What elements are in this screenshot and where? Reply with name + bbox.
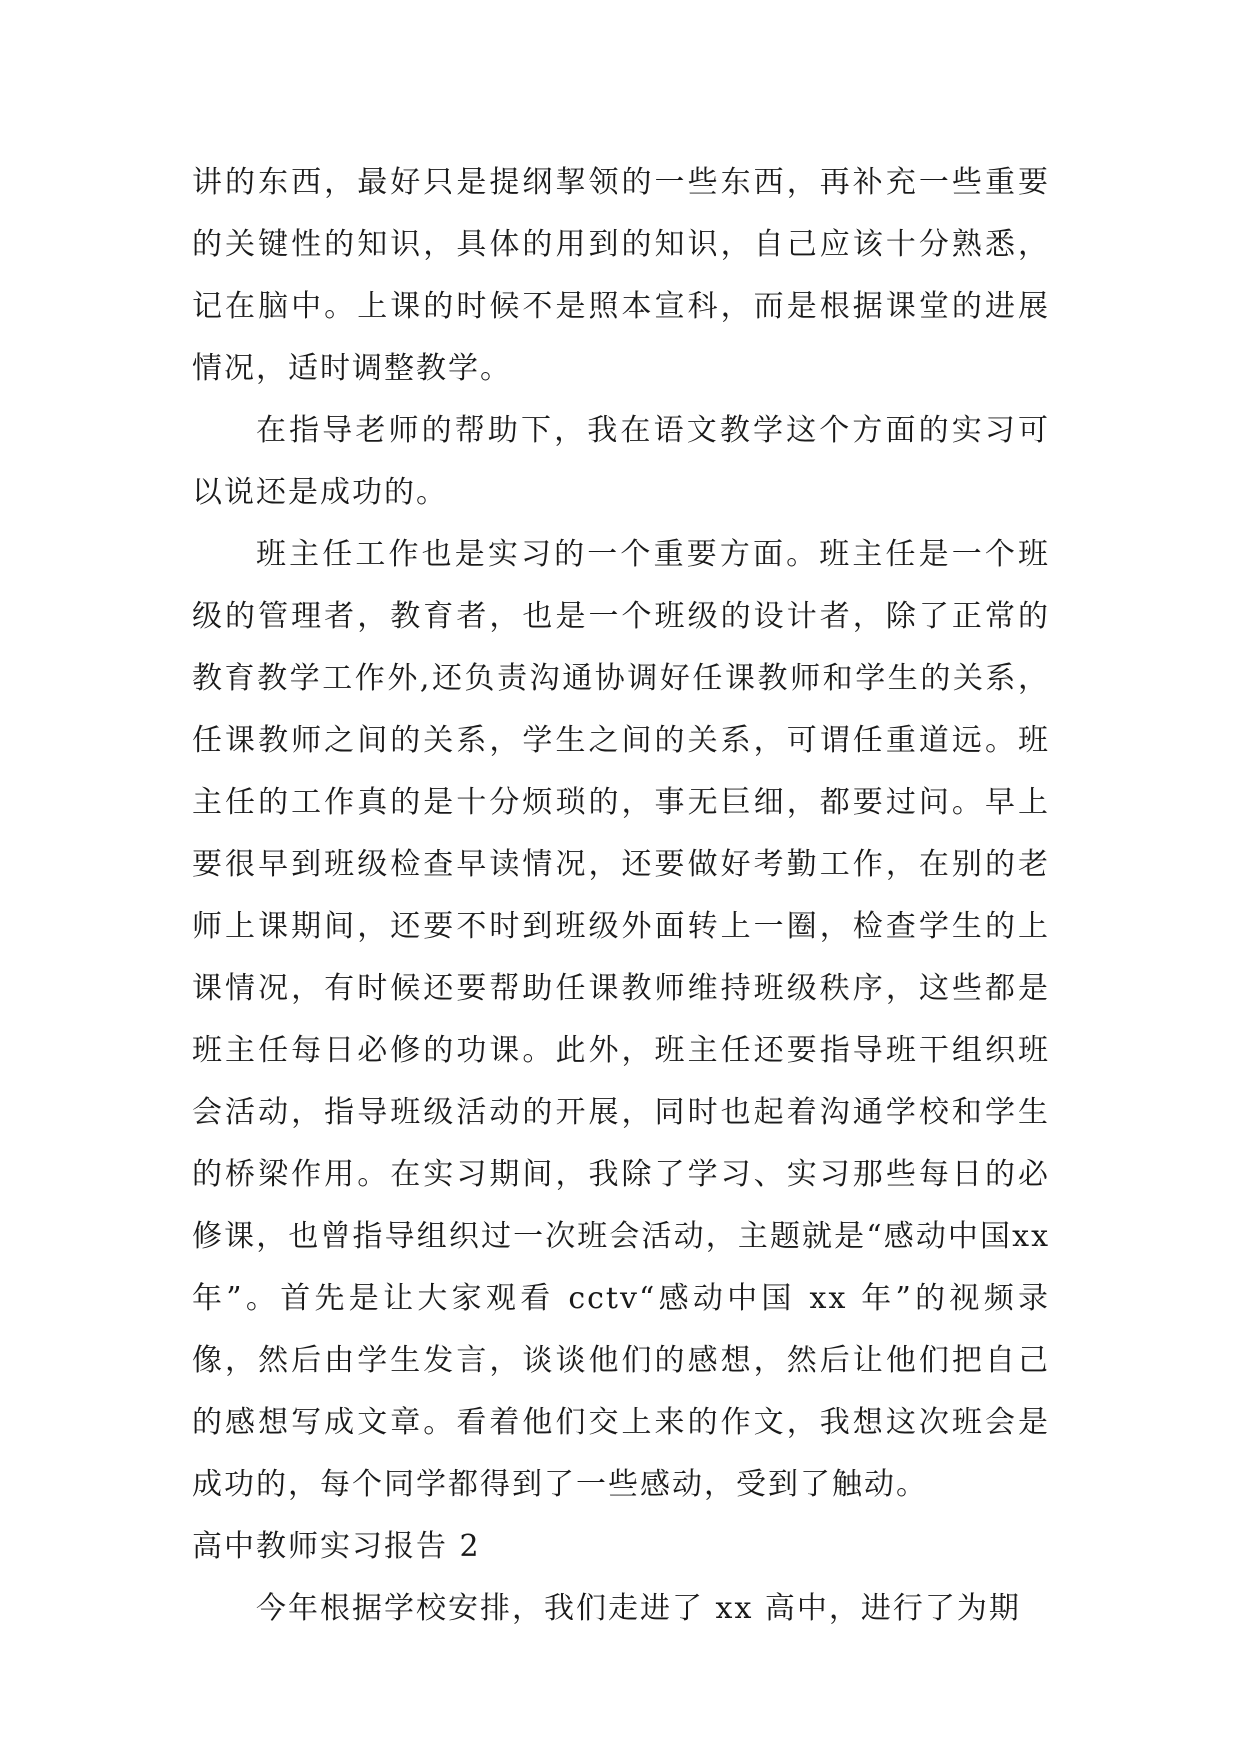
section-heading: 高中教师实习报告 2	[192, 1529, 481, 1564]
paragraph-continuation: 讲的东西，最好只是提纲挈领的一些东西，再补充一些重要的关键性的知识，具体的用到的知识，自己应该十分熟悉，记在脑中。上课的时候不是照本宣科，而是根据课堂的进展情况，适时调整教学。	[192, 165, 1050, 386]
paragraph-report-2-intro: 今年根据学校安排，我们走进了 xx 高中，进行了为期	[256, 1591, 1021, 1626]
document-body	[192, 152, 1050, 1640]
paragraph-class-teacher-work: 班主任工作也是实习的一个重要方面。班主任是一个班级的管理者，教育者，也是一个班级的设计者，除了正常的教育教学工作外,还负责沟通协调好任课教师和学生的关系，任课教师之间的关系，学生之间的关系，可谓任重道远。班主任的工作真的是十分烦琐的，事无巨细，都要过问。早上要很早到班级检查早读情况，还要做好考勤工作，在别的老师上课期间，还要不时到班级外面转上一圈，检查学生的上课情况，有时候还要帮助任课教师维持班级秩序，这些都是班主任每日必修的功课。此外，班主任还要指导班干组织班会活动，指导班级活动的开展，同时也起着沟通学校和学生的桥梁作用。在实习期间，我除了学习、实习那些每日的必修课，也曾指导组织过一次班会活动，主题就是“感动中国xx 年”。首先是让大家观看 cctv“感动中国 xx 年”的视频录像，然后由学生发言，谈谈他们的感想，然后让他们把自己的感想写成文章。看着他们交上来的作文，我想这次班会是成功的，每个同学都得到了一些感动，受到了触动。	[192, 537, 1050, 1502]
paragraph-teaching-success: 在指导老师的帮助下，我在语文教学这个方面的实习可以说还是成功的。	[192, 413, 1050, 510]
